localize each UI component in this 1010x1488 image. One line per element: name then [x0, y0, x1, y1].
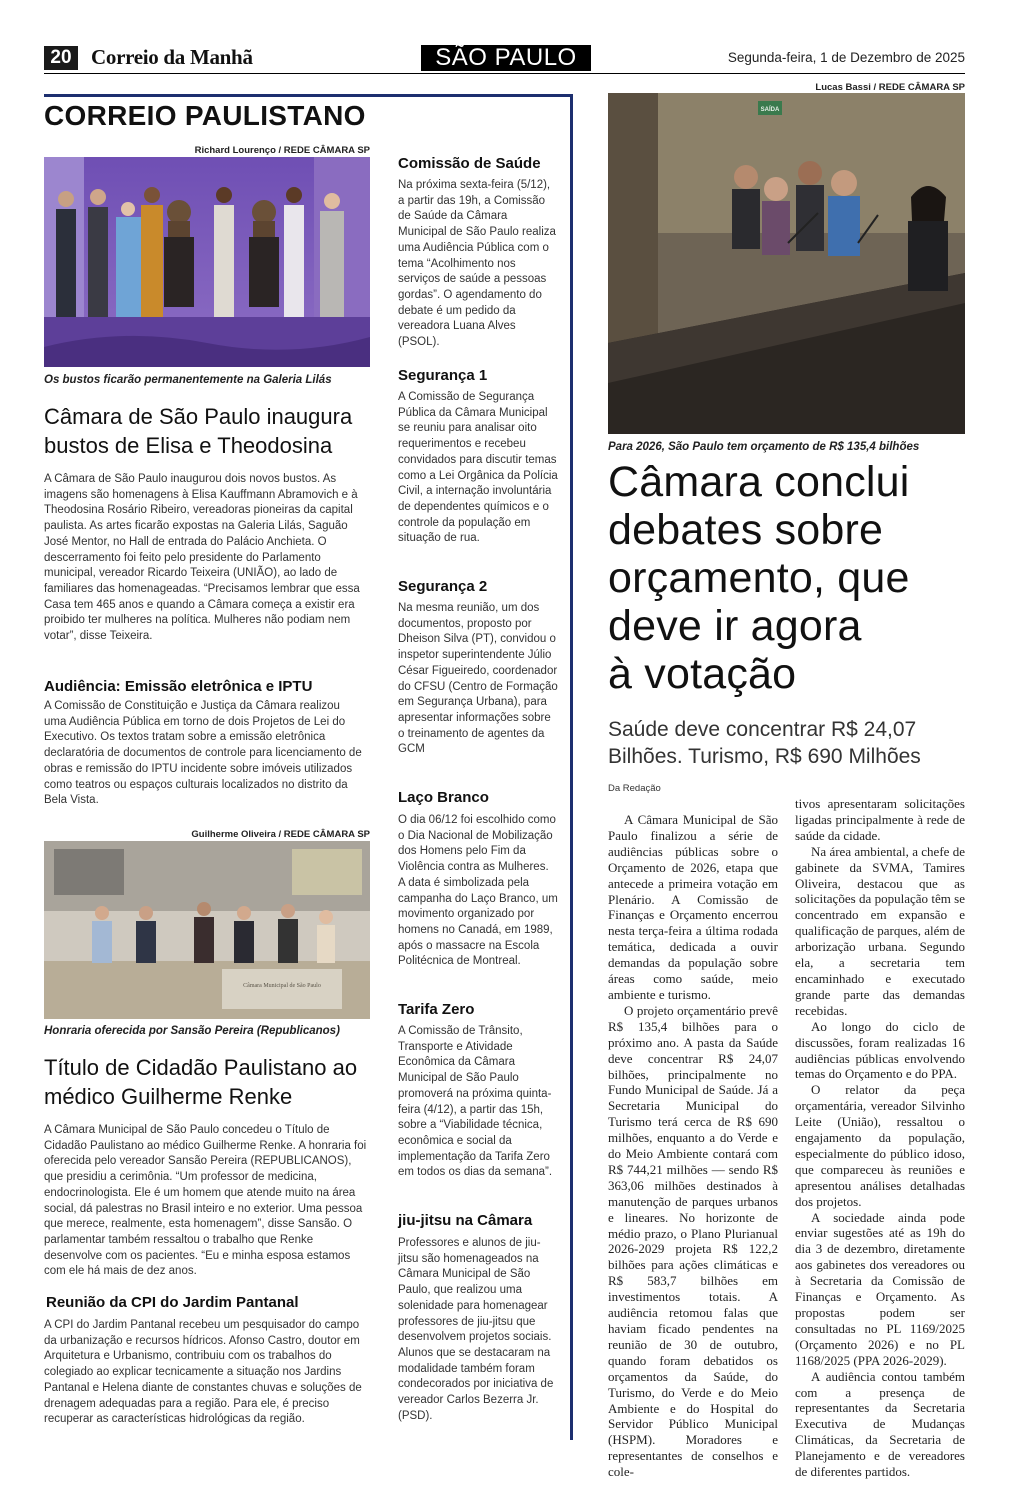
- note-body: O dia 06/12 foi escolhido como o Dia Nacional de Mobilização dos Homens pelo Fim da Violência contra as Mulheres. A data é simbolizada pela campanha do Laço Branco, um movimento organizado por homens no Canadá, em 1989, após o massacre na Escola Politécnica de Montreal.: [398, 814, 558, 968]
- story-headline: Reunião da CPI do Jardim Pantanal: [46, 1294, 299, 1311]
- note-title: Segurança 2: [398, 578, 488, 595]
- section-tab: SÃO PAULO: [421, 45, 591, 71]
- deck-line: Bilhões. Turismo, R$ 690 Milhões: [608, 745, 921, 768]
- honorary-photo: [44, 841, 370, 1019]
- main-headline-line: debates sobre: [608, 506, 884, 554]
- paragraph: tivos apresentaram solicitações ligadas principalmente à rede de saúde da cidade.: [795, 796, 965, 843]
- busts-photo-illustration: [44, 157, 370, 367]
- note-body: Professores e alunos de jiu-jitsu são homenageados na Câmara Municipal de São Paulo, que realizou uma solenidade para homenagear professores de jiu-jitsu que desenvolvem projetos sociais. Alunos que se destacaram na modalidade também foram condecorados por iniciativa de vereador Carlos Bezerra Jr. (PSD).: [398, 1237, 554, 1422]
- main-headline-line: orçamento, que: [608, 554, 910, 602]
- note-body: Na próxima sexta-feira (5/12), a partir das 19h, a Comissão de Saúde da Câmara Municipal de São Paulo realiza uma Audiência Pública com o tema “Acolhimento nos serviços de saúde a pessoas gordas”. O agendamento do debate é um pedido da vereadora Luana Alves (PSOL).: [398, 179, 556, 349]
- note-title: Segurança 1: [398, 367, 488, 384]
- note-title: Laço Branco: [398, 789, 489, 806]
- note-title: Comissão de Saúde: [398, 155, 541, 172]
- masthead: Correio da Manhã: [91, 45, 253, 69]
- headline-line: médico Guilherme Renke: [44, 1084, 293, 1109]
- headline-line: Título de Cidadão Paulistano ao: [44, 1055, 358, 1080]
- story-headline: [44, 402, 374, 460]
- note-body: Na mesma reunião, um dos documentos, proposto por Dheison Silva (PT), convidou o inspetor superintendente Júlio César Figueiredo, coordenador do CFSU (Centro de Formação em Segurança Urbana), para apresentar informações sobre o treinamento de agentes da GCM: [398, 602, 558, 756]
- note-title: jiu-jitsu na Câmara: [398, 1212, 533, 1229]
- page-number: 20: [44, 46, 78, 70]
- story-body: A Câmara de São Paulo inaugurou dois novos bustos. As imagens são homenagens à Elisa Kauffmann Abramovich e à Theodosina Rosário Ribeiro, vereadoras pioneiras da capital paulista. As artes ficarão expostas na Galeria Lilás, Saguão José Mentor, no Hall de entrada do Palácio Anchieta. O descerramento foi feito pelo presidente do Parlamento municipal, vereador Ricardo Teixeira (UNIÃO), ao lado de familiares das homenageadas. “Precisamos lembrar que essa Casa tem 465 anos e quando a Câmara começa a existir era proibido ter mulheres na política. Mulheres não podiam nem votar”, disse Teixeira.: [44, 473, 360, 643]
- deck-line: Saúde deve concentrar R$ 24,07: [608, 718, 917, 741]
- note-body: A Comissão de Segurança Pública da Câmara Municipal se reuniu para analisar oito requerimentos e recebeu convidados para discutir temas como a Lei Orgânica da Polícia Civil, a internação involuntária de dependentes químicos e o controle da população em situação de rua.: [398, 391, 558, 545]
- story-body: A Câmara Municipal de São Paulo concedeu o Título de Cidadão Paulistano ao médico Guilherme Renke. A honraria foi oferecida pelo vereador Sansão Pereira (REPUBLICANOS), que presidiu a cerimônia. “Um professor de medicina, endocrinologista. Ele é um homem que atende muito na área social, dá palestras no Brasil inteiro e no exterior. Uma pessoa que merece, realmente, esta homenagem”, disse Sansão. O parlamentar também ressaltou o trabalho que Renke desenvolve com os pacientes. “Eu e minha esposa estamos com ele há mais de dez anos.: [44, 1124, 367, 1278]
- photo-credit: Lucas Bassi / REDE CÂMARA SP: [815, 82, 965, 93]
- paragraph: Ao longo do ciclo de discussões, foram realizadas 16 audiências públicas envolvendo temas do Orçamento e do PPA.: [795, 1018, 965, 1082]
- photo-caption: Os bustos ficarão permanentemente na Galeria Lilás: [44, 374, 332, 386]
- column-title: CORREIO PAULISTANO: [44, 100, 366, 131]
- hearing-photo-illustration: [608, 93, 965, 434]
- note-body: A Comissão de Trânsito, Transporte e Atividade Econômica da Câmara Municipal de São Paulo promoverá na próxima quinta-feira (4/12), a partir das 15h, sobre a “Viabilidade técnica, econômica e social da implementação da Tarifa Zero em todos os dias da semana”.: [398, 1025, 553, 1179]
- busts-photo: [44, 157, 370, 367]
- story-body: A Comissão de Constituição e Justiça da Câmara realizou uma Audiência Pública em torno de dois Projetos de Lei do Executivo. Os textos tratam sobre a emissão eletrônica declaratória de documentos de controle para licenciamento de obras e remissão do IPTU incidente sobre imóveis utilizados como teatros ou espaços culturais localizados no distrito da Bela Vista.: [44, 700, 362, 807]
- paragraph: A audiência contou também com a presença de representantes da Secretaria Executiva de Mudanças Climáticas, da Secretaria de Planejamento e de vereadores de diferentes partidos.: [795, 1368, 965, 1480]
- paragraph: O relator da peça orçamentária, vereador Silvinho Leite (União), ressaltou o engajamento da população, especialmente do público idoso, que compareceu às reuniões e apresentou análises detalhadas dos projetos.: [795, 1082, 965, 1209]
- main-headline-line: Câmara conclui: [608, 458, 910, 506]
- hearing-photo: [608, 93, 965, 434]
- header-rule: [44, 73, 965, 74]
- photo-caption: Para 2026, São Paulo tem orçamento de R$ 135,4 bilhões: [608, 441, 920, 453]
- main-body-column-1: [608, 812, 778, 1480]
- podium-sign: Câmara Municipal de São Paulo: [243, 983, 321, 989]
- main-headline-line: deve ir agora: [608, 602, 862, 650]
- note-title: Tarifa Zero: [398, 1001, 475, 1018]
- story-headline: Audiência: Emissão eletrônica e IPTU: [44, 678, 313, 695]
- page-date: Segunda-feira, 1 de Dezembro de 2025: [727, 50, 965, 65]
- main-headline-line: à votação: [608, 650, 797, 698]
- headline-line: Câmara de São Paulo inaugura: [44, 404, 353, 429]
- paragraph: A sociedade ainda pode enviar sugestões até as 19h do dia 3 de dezembro, diretamente aos gabinetes dos vereadores ou à Secretaria da Comissão de Finanças e Orçamento. As propostas podem ser consultadas no PL 1169/2025 (Orçamento 2026) e no PL 1168/2025 (PPA 2026-2029).: [795, 1209, 965, 1368]
- headline-line: bustos de Elisa e Theodosina: [44, 433, 333, 458]
- photo-caption: Honraria oferecida por Sansão Pereira (Republicanos): [44, 1025, 340, 1037]
- paragraph: A Câmara Municipal de São Paulo finalizou a série de audiências públicas sobre o Orçamento de 2026, etapa que antecede a primeira votação em Plenário. A Comissão de Finanças e Orçamento encerrou nesta terça-feira a última rodada temática, dedicada a ouvir demandas da população sobre áreas como saúde, meio ambiente e turismo.: [608, 812, 778, 1002]
- main-deck: [608, 716, 973, 770]
- byline: Da Redação: [608, 783, 661, 794]
- column-frame-top: [44, 94, 573, 97]
- honorary-photo-illustration: [44, 841, 370, 1019]
- paragraph: Na área ambiental, a chefe de gabinete da SVMA, Tamires Oliveira, destacou que as solicitações da população têm se concentrado em expansão e qualificação de parques, além de arborização urbana. Segundo ela, a secretaria tem encaminhado e executado grande parte das demandas recebidas.: [795, 843, 965, 1018]
- story-body: A CPI do Jardim Pantanal recebeu um pesquisador do campo da urbanização e recursos hídricos. Afonso Castro, doutor em Arquitetura e Urbanismo, contribuiu com os trabalhos do colegiado ao explicar tecnicamente a situação nos Jardins Pantanal e Helena diante de constantes chuvas e soluções de drenagem adequadas para a região. Para ele, é preciso recuperar as características hidrológicas da região.: [44, 1319, 362, 1426]
- main-headline: [608, 458, 978, 698]
- photo-credit: Guilherme Oliveira / REDE CÂMARA SP: [191, 829, 370, 840]
- story-headline: [44, 1053, 374, 1111]
- photo-credit: Richard Lourenço / REDE CÂMARA SP: [194, 145, 370, 156]
- door-sign: SAÍDA: [760, 107, 780, 113]
- column-frame-right: [570, 94, 573, 1440]
- main-body-column-2: [795, 796, 965, 1480]
- paragraph: O projeto orçamentário prevê R$ 135,4 bilhões para o próximo ano. A pasta da Saúde deve concentrar R$ 24,07 bilhões, principalmente no Fundo Municipal de Saúde. Já a Secretaria Municipal do Turismo terá cerca de R$ 690 milhões, enquanto a do Verde e do Meio Ambiente contará com R$ 744,21 milhões — sendo R$ 363,06 milhões destinados à manutenção de parques urbanos e lineares. No horizonte de médio prazo, o Plano Plurianual 2026-2029 projeta R$ 122,2 bilhões para ações climáticas e R$ 583,7 bilhões em investimentos totais. A audiência retomou falas que haviam ficado pendentes na reunião de 30 de outubro, quando foram debatidos os orçamentos da Saúde, do Turismo, do Verde e do Meio Ambiente e do Hospital do Servidor Público Municipal (HSPM). Moradores e representantes de conselhos e cole-: [608, 1002, 778, 1480]
